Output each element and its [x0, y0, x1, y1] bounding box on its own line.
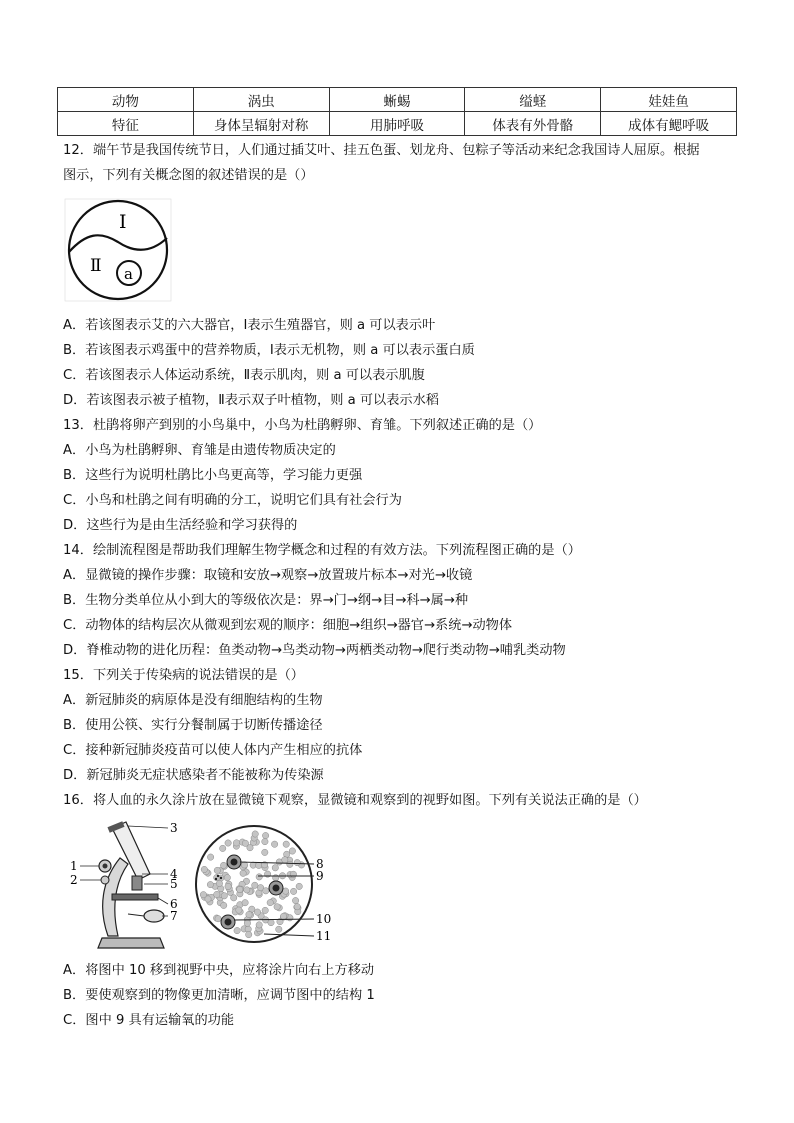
question-16-stem: 16．将人血的永久涂片放在显微镜下观察，显微镜和观察到的视野如图。下列有关说法正确的是（）: [63, 793, 647, 808]
label-9: 9: [316, 869, 324, 883]
red-blood-cell: [252, 831, 258, 837]
question-12-option-b: B．若该图表示鸡蛋中的营养物质，Ⅰ表示无机物，则 a 可以表示蛋白质: [63, 343, 475, 358]
microscope-figure: [68, 818, 188, 952]
region-a-label: a: [124, 265, 133, 283]
label-1: 1: [70, 859, 78, 873]
question-12-option-a: A．若该图表示艾的六大器官，Ⅰ表示生殖器官，则 a 可以表示叶: [63, 318, 436, 333]
question-16-option-b: B．要使观察到的物像更加清晰，应调节图中的结构 1: [63, 988, 375, 1003]
table-cell: 成体有鳃呼吸: [601, 112, 737, 136]
label-8: 8: [316, 857, 324, 871]
red-blood-cell: [272, 865, 278, 871]
table-cell: 特征: [58, 112, 194, 136]
red-blood-cell: [252, 882, 258, 888]
question-14-stem: 14．绘制流程图是帮助我们理解生物学概念和过程的有效方法。下列流程图正确的是（）: [63, 543, 581, 558]
concept-diagram: [64, 198, 172, 302]
question-14-option-b: B．生物分类单位从小到大的等级依次是：界→门→纲→目→科→属→种: [63, 593, 469, 608]
table-cell: 动物: [58, 88, 194, 112]
red-blood-cell: [244, 887, 250, 893]
red-blood-cell: [247, 845, 253, 851]
table-row: [58, 112, 737, 136]
red-blood-cell: [294, 859, 300, 865]
table-cell: 缢蛏: [465, 88, 601, 112]
red-blood-cell: [214, 867, 220, 873]
red-blood-cell: [225, 883, 231, 889]
red-blood-cell: [207, 881, 213, 887]
red-blood-cell: [276, 926, 282, 932]
red-blood-cell: [274, 904, 280, 910]
red-blood-cell: [240, 870, 246, 876]
red-blood-cell: [231, 895, 237, 901]
question-13-option-a: A．小鸟为杜鹃孵卵、育雏是由遗传物质决定的: [63, 443, 336, 458]
table-cell: 用肺呼吸: [329, 112, 465, 136]
red-blood-cell: [283, 841, 289, 847]
table-cell: 身体呈辐射对称: [193, 112, 329, 136]
question-12-option-d: D．若该图表示被子植物，Ⅱ表示双子叶植物，则 a 可以表示水稻: [63, 393, 439, 408]
red-blood-cell: [296, 883, 302, 889]
red-blood-cell: [201, 866, 207, 872]
red-blood-cell: [287, 861, 293, 867]
red-blood-cell: [241, 862, 247, 868]
table-row: [58, 88, 737, 112]
red-blood-cell: [254, 909, 260, 915]
red-blood-cell: [215, 916, 221, 922]
red-blood-cell: [233, 840, 239, 846]
red-blood-cell: [280, 913, 286, 919]
red-blood-cell: [290, 871, 296, 877]
label-7: 7: [170, 909, 178, 923]
red-blood-cell: [214, 891, 220, 897]
red-blood-cell: [205, 896, 211, 902]
red-blood-cell: [237, 886, 243, 892]
label-5: 5: [170, 877, 178, 891]
question-15-option-c: C．接种新冠肺炎疫苗可以使人体内产生相应的抗体: [63, 743, 363, 758]
red-blood-cell: [246, 931, 252, 937]
red-blood-cell: [271, 841, 277, 847]
red-blood-cell: [220, 862, 226, 868]
red-blood-cell: [256, 922, 262, 928]
red-blood-cell: [282, 857, 288, 863]
question-12-stem: 12．端午节是我国传统节日，人们通过插艾叶、挂五色蛋、划龙舟、包粽子等活动来纪念我国诗人屈原。根据: [63, 143, 700, 158]
question-14-option-c: C．动物体的结构层次从微观到宏观的顺序：细胞→组织→器官→系统→动物体: [63, 618, 513, 633]
question-13-option-b: B．这些行为说明杜鹃比小鸟更高等，学习能力更强: [63, 468, 363, 483]
question-16-option-c: C．图中 9 具有运输氧的功能: [63, 1013, 235, 1028]
table-cell: 体表有外骨骼: [465, 112, 601, 136]
red-blood-cell: [289, 848, 295, 854]
question-14-option-d: D．脊椎动物的进化历程：鱼类动物→鸟类动物→两栖类动物→爬行类动物→哺乳类动物: [63, 643, 566, 658]
red-blood-cell: [220, 845, 226, 851]
red-blood-cell: [268, 919, 274, 925]
question-12-option-c: C．若该图表示人体运动系统，Ⅱ表示肌肉，则 a 可以表示肌腹: [63, 368, 425, 383]
red-blood-cell: [290, 888, 296, 894]
red-blood-cell: [262, 907, 268, 913]
region-I-label: I: [119, 211, 127, 233]
question-15-stem: 15．下列关于传染病的说法错误的是（）: [63, 668, 304, 683]
label-4: 4: [170, 867, 178, 881]
red-blood-cell: [236, 907, 242, 913]
label-3: 3: [170, 821, 178, 835]
question-15-option-a: A．新冠肺炎的病原体是没有细胞结构的生物: [63, 693, 323, 708]
red-blood-cell: [244, 920, 250, 926]
question-13-option-c: C．小鸟和杜鹃之间有明确的分工，说明它们具有社会行为: [63, 493, 402, 508]
red-blood-cell: [263, 888, 269, 894]
red-blood-cell: [262, 838, 268, 844]
red-blood-cell: [216, 880, 222, 886]
question-12-stem-cont: 图示，下列有关概念图的叙述错误的是（）: [63, 168, 314, 183]
question-15-option-b: B．使用公筷、实行分餐制属于切断传播途径: [63, 718, 323, 733]
question-13-stem: 13．杜鹃将卵产到别的小鸟巢中，小鸟为杜鹃孵卵、育雏。下列叙述正确的是（）: [63, 418, 542, 433]
table-cell: 涡虫: [193, 88, 329, 112]
red-blood-cell: [234, 927, 240, 933]
red-blood-cell: [262, 832, 268, 838]
label-10: 10: [316, 912, 332, 926]
table-cell: 蜥蜴: [329, 88, 465, 112]
red-blood-cell: [262, 849, 268, 855]
red-blood-cell: [207, 854, 213, 860]
question-16-option-a: A．将图中 10 移到视野中央，应将涂片向右上方移动: [63, 963, 375, 978]
red-blood-cell: [224, 875, 230, 881]
red-blood-cell: [242, 900, 248, 906]
table-cell: 娃娃鱼: [601, 88, 737, 112]
red-blood-cell: [246, 911, 252, 917]
red-blood-cell: [256, 874, 262, 880]
label-11: 11: [316, 929, 332, 943]
question-13-option-d: D．这些行为是由生活经验和学习获得的: [63, 518, 298, 533]
blood-smear-field: [194, 824, 340, 946]
question-15-option-d: D．新冠肺炎无症状感染者不能被称为传染源: [63, 768, 324, 783]
red-blood-cell: [292, 897, 298, 903]
animal-feature-table: [57, 87, 737, 136]
question-14-option-a: A．显微镜的操作步骤：取镜和安放→观察→放置玻片标本→对光→收镜: [63, 568, 473, 583]
red-blood-cell: [294, 904, 300, 910]
red-blood-cell: [221, 902, 227, 908]
red-blood-cell: [225, 840, 231, 846]
label-2: 2: [70, 873, 78, 887]
red-blood-cell: [256, 862, 262, 868]
region-II-label: Ⅱ: [90, 256, 102, 276]
red-blood-cell: [221, 893, 227, 899]
red-blood-cell: [267, 899, 273, 905]
label-6: 6: [170, 897, 178, 911]
